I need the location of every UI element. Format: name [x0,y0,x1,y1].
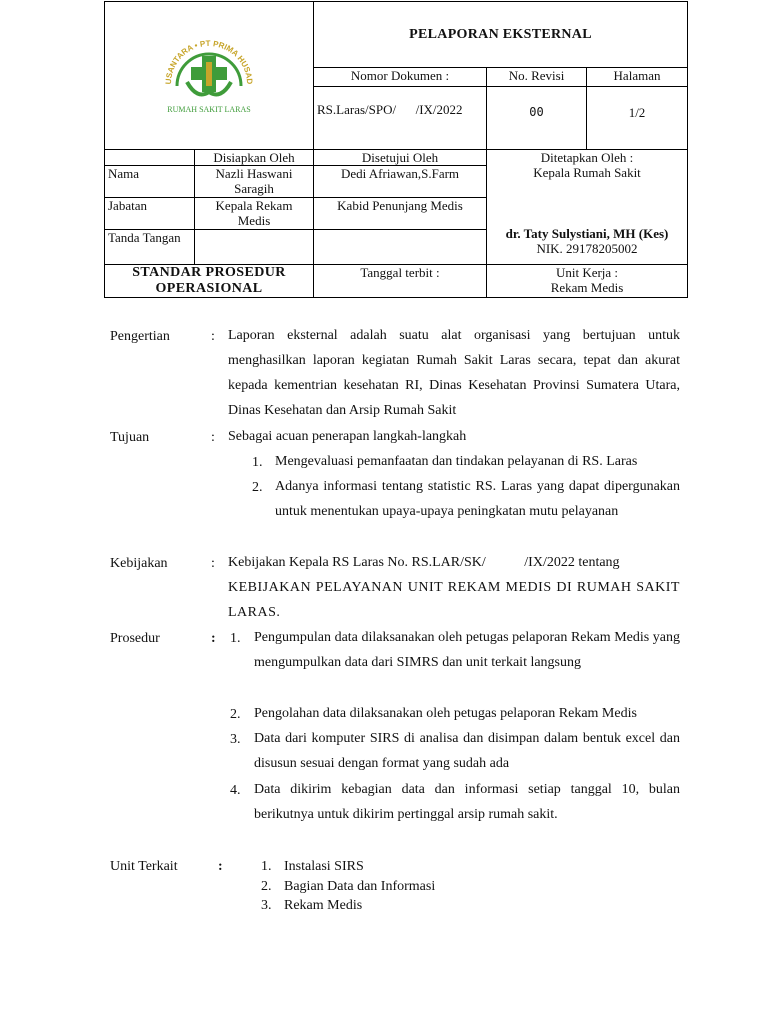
pengertian-label: Pengertian [110,329,170,344]
prepared-name: Nazli Haswani Saragih [195,166,314,198]
document-title: PELAPORAN EKSTERNAL [314,2,688,68]
kebijakan-colon: : [211,556,215,571]
doc-number-label: Nomor Dokumen : [314,68,487,87]
kebijakan-label: Kebijakan [110,556,168,571]
prosedur-item: Data dari komputer SIRS di analisa dan disimpan dalam bentuk excel dan disusun sesuai dengan format yang sudah ada [254,731,680,771]
svg-text:NUSANTARA • PT PRIMA HUSADA: USANTARA • PT PRIMA HUSAD [163,38,255,85]
name-label: Nama [105,166,195,198]
page-label: Halaman [587,68,688,87]
established-by-cell [487,150,688,265]
tujuan-item: Mengevaluasi pemanfaatan dan tindakan pelayanan di RS. Laras [275,454,638,469]
unit-terkait-item: Instalasi SIRS [284,859,364,874]
kebijakan-line2: KEBIJAKAN PELAYANAN UNIT REKAM MEDIS DI RUMAH SAKIT LARAS. [228,580,680,620]
position-label: Jabatan [105,198,195,230]
unit-terkait-colon: : [218,859,223,874]
tujuan-colon: : [211,430,215,445]
doc-number-value: RS.Laras/SPO/ /IX/2022 [314,87,487,150]
hospital-logo-icon [149,34,269,114]
established-by-role: Kepala Rumah Sakit [533,165,641,180]
work-unit-value: Rekam Medis [550,280,624,295]
work-unit-cell [487,265,688,298]
tujuan-item-num: 1. [252,455,263,470]
page-value: 1/2 [587,87,688,150]
prepared-by-label: Disiapkan Oleh [195,150,314,166]
prepared-signature-cell [195,230,314,265]
unit-terkait-item-num: 3. [261,898,272,913]
unit-terkait-item: Rekam Medis [284,898,363,913]
unit-terkait-item-num: 1. [261,859,272,874]
approved-signature-cell [314,230,487,265]
established-by-label: Ditetapkan Oleh : [540,150,634,165]
unit-terkait-item-num: 2. [261,879,272,894]
prosedur-colon: : [211,631,216,646]
prosedur-label: Prosedur [110,631,160,646]
tujuan-label: Tujuan [110,430,150,445]
approved-position: Kabid Penunjang Medis [314,198,487,230]
logo-cell [105,2,314,150]
work-unit-label: Unit Kerja : [555,265,619,280]
prosedur-item: Pengumpulan data dilaksanakan oleh petugas pelaporan Rekam Medis yang mengumpulkan data dari SIMRS dan unit terkait langsung [254,630,680,670]
prosedur-item-num: 2. [230,707,241,722]
revision-label: No. Revisi [487,68,587,87]
unit-terkait-item: Bagian Data dan Informasi [284,879,436,894]
kebijakan-line1: Kebijakan Kepala RS Laras No. RS.LAR/SK/ /IX/2022 tentang [228,555,620,570]
tujuan-intro: Sebagai acuan penerapan langkah-langkah [228,429,467,444]
approved-by-label: Disetujui Oleh [314,150,487,166]
director-name: dr. Taty Sulystiani, MH (Kes) [505,226,669,241]
approved-name: Dedi Afriawan,S.Farm [314,166,487,198]
tujuan-item-num: 2. [252,480,263,495]
sop-header-table [104,1,688,298]
director-nik: NIK. 29178205002 [536,241,638,256]
prosedur-item: Data dikirim kebagian data dan informasi setiap tanggal 10, bulan berikutnya untuk dikirim pertinggal arsip rumah sakit. [254,782,680,822]
prosedur-item-num: 1. [230,631,241,646]
pengertian-colon: : [211,329,215,344]
prepared-position: Kepala Rekam Medis [195,198,314,230]
prosedur-item: Pengolahan data dilaksanakan oleh petugas pelaporan Rekam Medis [254,706,637,721]
tujuan-item: Adanya informasi tentang statistic RS. Laras yang dapat dipergunakan untuk menentukan upaya-upaya peningkatan mutu pelayanan [275,479,680,519]
signature-label: Tanda Tangan [105,230,195,265]
pengertian-text: Laporan eksternal adalah suatu alat organisasi yang bertujuan untuk menghasilkan laporan kegiatan Rumah Sakit Laras secara, tepat dan akurat kepada kementrian kesehatan RI, Dinas Kesehatan Provinsi Sumatera Utara, Dinas Kesehatan dan Arsip Rumah Sakit [228,328,680,418]
prosedur-item-num: 4. [230,783,241,798]
revision-value: 00 [487,87,587,150]
unit-terkait-label: Unit Terkait [110,859,178,874]
prosedur-item-num: 3. [230,732,241,747]
sop-label: STANDAR PROSEDUR OPERASIONAL [105,265,314,298]
issue-date-label: Tanggal terbit : [314,265,487,298]
logo-name: RUMAH SAKIT LARAS [167,105,251,114]
